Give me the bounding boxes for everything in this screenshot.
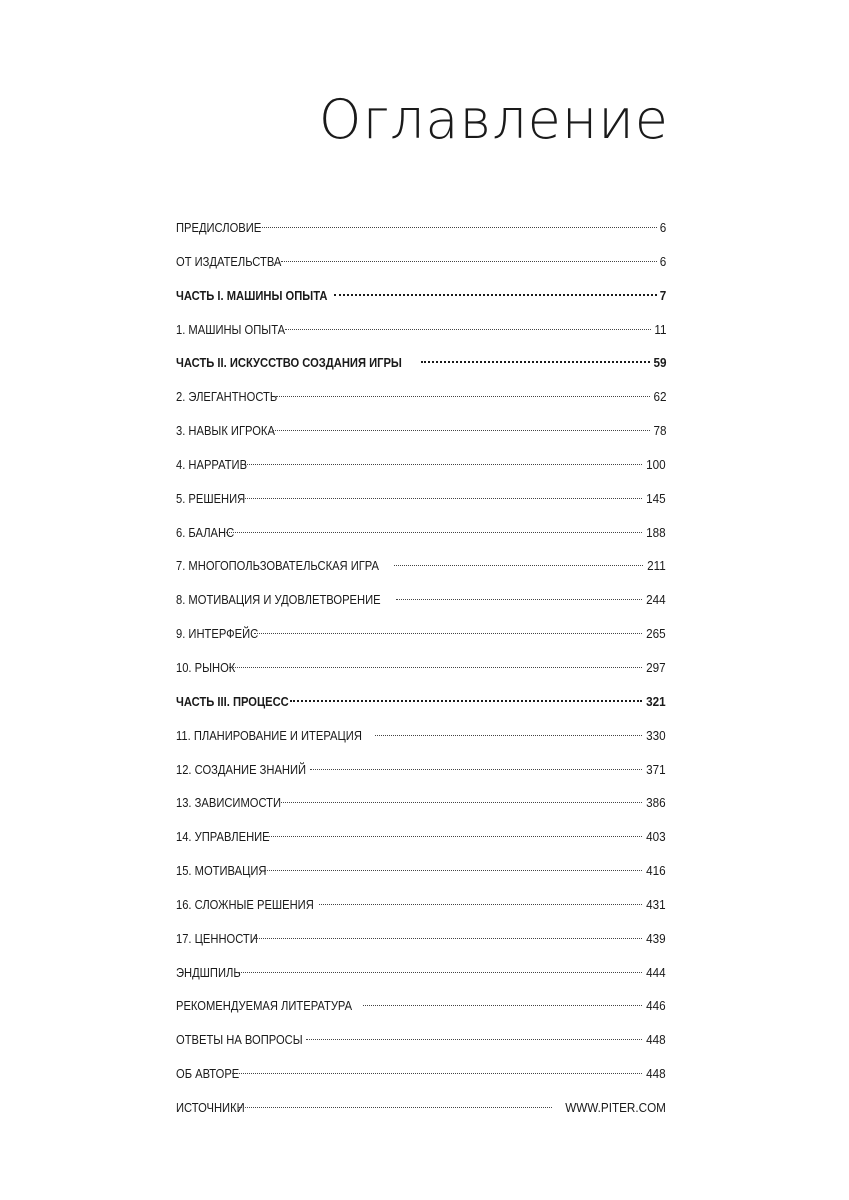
toc-entry-page: 59 (652, 355, 666, 371)
toc-entry[interactable] (176, 1091, 666, 1125)
toc-dot-leader (226, 532, 642, 533)
toc-dot-leader (232, 1073, 642, 1074)
toc-entry[interactable] (176, 854, 666, 888)
toc-entry-page: 7 (659, 287, 666, 303)
toc-dot-leader (276, 396, 649, 397)
toc-dot-leader (258, 227, 657, 228)
toc-entry[interactable] (176, 922, 666, 956)
toc-entry-label: 10. РЫНОК (176, 659, 236, 675)
toc-entry-label: ИСТОЧНИКИ (176, 1099, 245, 1115)
toc-entry-label: ЧАСТЬ II. ИСКУССТВО СОЗДАНИЯ ИГРЫ (176, 355, 402, 371)
toc-dot-leader (273, 430, 649, 431)
toc-entry-page: 439 (646, 930, 666, 946)
toc-entry-label: 11. ПЛАНИРОВАНИЕ И ИТЕРАЦИЯ (176, 727, 362, 743)
toc-entry-label: 3. НАВЫК ИГРОКА (176, 423, 275, 439)
toc-entry[interactable] (176, 380, 666, 414)
toc-entry-label: 9. ИНТЕРФЕЙС (176, 626, 259, 642)
toc-entry-page: 386 (646, 795, 666, 811)
toc-dot-leader (290, 700, 643, 702)
toc-entry-label: ЧАСТЬ I. МАШИНЫ ОПЫТА (176, 287, 328, 303)
page-title: Оглавление (318, 88, 669, 151)
toc-entry-page: 416 (646, 863, 666, 879)
toc-entry-label: 4. НАРРАТИВ (176, 456, 248, 472)
toc-entry[interactable] (176, 245, 666, 279)
toc-dot-leader (281, 261, 657, 262)
toc-entry-page: 6 (659, 220, 666, 235)
toc-entry-label: 7. МНОГОПОЛЬЗОВАТЕЛЬСКАЯ ИГРА (176, 558, 379, 574)
toc-entry-page: 297 (646, 659, 666, 675)
toc-entry-label: 15. МОТИВАЦИЯ (176, 863, 267, 879)
toc-entry-page: 244 (646, 592, 666, 608)
toc-entry-label: РЕКОМЕНДУЕМАЯ ЛИТЕРАТУРА (176, 998, 353, 1014)
toc-dot-leader (267, 836, 642, 837)
toc-entry[interactable] (176, 516, 666, 550)
toc-entry[interactable] (176, 786, 666, 820)
toc-entry-label: 17. ЦЕННОСТИ (176, 930, 258, 946)
toc-dot-leader (285, 329, 650, 330)
toc-entry-page: 78 (652, 423, 666, 439)
toc-entry[interactable] (176, 313, 666, 347)
toc-dot-leader (254, 633, 642, 634)
toc-entry-page: 145 (646, 490, 666, 506)
toc-entry-page: WWW.PITER.COM (565, 1099, 666, 1115)
toc-entry-label: ЧАСТЬ III. ПРОЦЕСС (176, 693, 289, 709)
toc-entry-label: 12. СОЗДАНИЕ ЗНАНИЙ (176, 761, 307, 777)
toc-entry-page: 448 (646, 1066, 666, 1082)
toc-entry-page: 100 (646, 456, 666, 472)
toc-entry[interactable] (176, 448, 666, 482)
table-of-contents (176, 211, 666, 1125)
toc-entry[interactable] (176, 482, 666, 516)
toc-part-heading[interactable] (176, 346, 666, 380)
toc-dot-leader (227, 667, 642, 668)
toc-entry[interactable] (176, 753, 666, 787)
toc-entry-label: ОБ АВТОРЕ (176, 1066, 240, 1082)
toc-entry[interactable] (176, 583, 666, 617)
toc-entry-page: 265 (646, 626, 666, 642)
toc-dot-leader (396, 599, 642, 600)
toc-entry[interactable] (176, 211, 666, 245)
toc-entry[interactable] (176, 888, 666, 922)
toc-entry-page: 321 (646, 693, 666, 709)
toc-entry[interactable] (176, 617, 666, 651)
toc-dot-leader (234, 972, 643, 973)
toc-dot-leader (310, 769, 643, 770)
toc-dot-leader (375, 735, 643, 736)
toc-entry-label: ПРЕДИСЛОВИЕ (176, 220, 262, 235)
toc-entry-label: 2. ЭЛЕГАНТНОСТЬ (176, 389, 278, 405)
toc-entry-page: 11 (653, 321, 666, 337)
toc-entry[interactable] (176, 414, 666, 448)
toc-entry-label: 8. МОТИВАЦИЯ И УДОВЛЕТВОРЕНИЕ (176, 592, 381, 608)
toc-entry-page: 444 (646, 964, 666, 980)
toc-entry-label: 16. СЛОЖНЫЕ РЕШЕНИЯ (176, 896, 314, 912)
toc-dot-leader (421, 361, 649, 363)
toc-dot-leader (306, 1039, 643, 1040)
toc-dot-leader (238, 1107, 552, 1108)
toc-entry-page: 62 (652, 389, 666, 405)
toc-entry-page: 211 (647, 558, 666, 574)
toc-entry-page: 446 (646, 998, 666, 1014)
toc-dot-leader (319, 904, 643, 905)
toc-dot-leader (281, 802, 643, 803)
toc-entry-label: ОТ ИЗДАТЕЛЬСТВА (176, 253, 282, 269)
toc-entry-page: 448 (646, 1032, 666, 1048)
toc-entry-label: 5. РЕШЕНИЯ (176, 490, 246, 506)
toc-part-heading[interactable] (176, 279, 666, 313)
toc-dot-leader (394, 565, 643, 566)
toc-dot-leader (241, 464, 642, 465)
toc-entry[interactable] (176, 989, 666, 1023)
toc-entry[interactable] (176, 956, 666, 990)
toc-entry-page: 403 (646, 829, 666, 845)
toc-entry-page: 188 (646, 524, 666, 540)
toc-dot-leader (239, 498, 642, 499)
toc-entry-page: 431 (646, 896, 666, 912)
toc-dot-leader (334, 294, 656, 296)
toc-entry[interactable] (176, 549, 666, 583)
toc-entry[interactable] (176, 719, 666, 753)
toc-dot-leader (264, 870, 643, 871)
toc-dot-leader (254, 938, 643, 939)
toc-entry[interactable] (176, 651, 666, 685)
toc-entry-label: ОТВЕТЫ НА ВОПРОСЫ (176, 1032, 303, 1048)
toc-entry-page: 6 (659, 253, 666, 269)
toc-entry[interactable] (176, 820, 666, 854)
toc-entry-label: 13. ЗАВИСИМОСТИ (176, 795, 282, 811)
toc-entry[interactable] (176, 1057, 666, 1091)
toc-entry-label: 14. УПРАВЛЕНИЕ (176, 829, 270, 845)
toc-dot-leader (363, 1005, 642, 1006)
toc-entry-page: 371 (646, 761, 666, 777)
toc-part-heading[interactable] (176, 685, 666, 719)
toc-entry-label: 6. БАЛАНС (176, 524, 235, 540)
toc-entry[interactable] (176, 1023, 666, 1057)
toc-entry-label: 1. МАШИНЫ ОПЫТА (176, 321, 286, 337)
toc-entry-page: 330 (646, 727, 666, 743)
toc-entry-label: ЭНДШПИЛЬ (176, 964, 241, 980)
